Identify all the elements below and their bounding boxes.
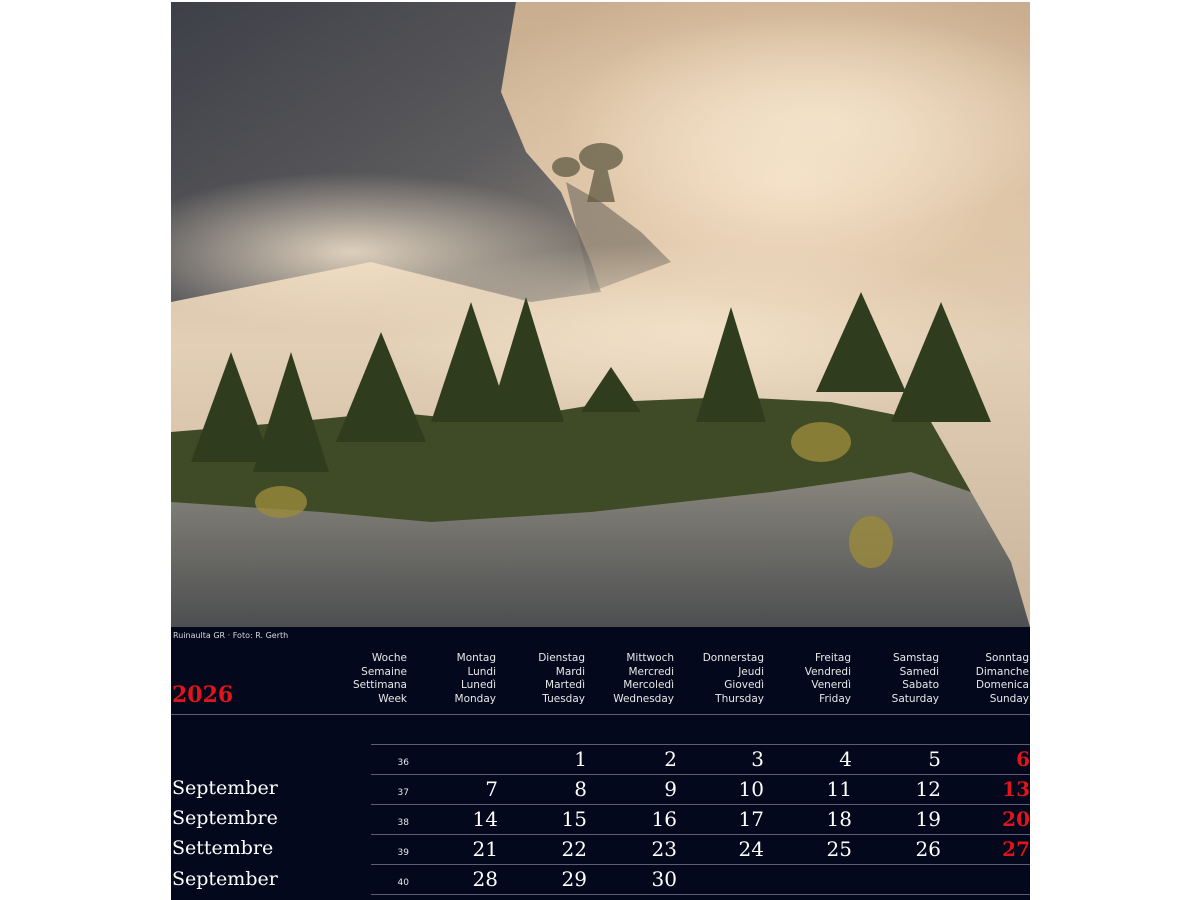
landscape-photo [171, 2, 1030, 627]
sunday-date: 20 [1002, 807, 1030, 831]
photo-caption: Ruinaulta GR · Foto: R. Gerth [173, 631, 289, 640]
week-number: 39 [397, 848, 409, 858]
week-number: 40 [397, 878, 409, 888]
row-divider [371, 774, 1030, 775]
date-cell: 29 [561, 867, 587, 891]
header-divider [171, 714, 1030, 715]
foggy-cliff-illustration [171, 2, 1030, 627]
month-name: September [172, 868, 278, 890]
date-cell: 23 [651, 837, 677, 861]
day-header-monday: Montag Lundi Lunedì Monday [454, 652, 496, 706]
month-name: Septembre [172, 807, 278, 829]
date-cell: 1 [574, 747, 587, 771]
month-name: Settembre [172, 837, 274, 859]
day-header-friday: Freitag Vendredi Venerdì Friday [804, 652, 851, 706]
date-cell: 12 [915, 777, 941, 801]
row-divider [371, 804, 1030, 805]
day-header-saturday: Samstag Samedi Sabato Saturday [891, 652, 939, 706]
year-label: 2026 [172, 682, 234, 708]
date-cell: 14 [472, 807, 498, 831]
week-number: 37 [397, 788, 409, 798]
date-cell: 15 [561, 807, 587, 831]
date-cell: 28 [472, 867, 498, 891]
sunday-date: 27 [1002, 837, 1030, 861]
week-number: 36 [397, 758, 409, 768]
date-cell: 30 [651, 867, 677, 891]
date-cell: 11 [826, 777, 852, 801]
calendar-grid [171, 627, 1030, 900]
date-cell: 24 [738, 837, 764, 861]
week-column-header: Woche Semaine Settimana Week [352, 652, 407, 706]
date-cell: 3 [751, 747, 764, 771]
date-cell: 9 [664, 777, 677, 801]
date-cell: 2 [664, 747, 677, 771]
sunday-date: 13 [1002, 777, 1030, 801]
date-cell: 8 [574, 777, 587, 801]
date-cell: 21 [472, 837, 498, 861]
row-divider [371, 864, 1030, 865]
day-header-thursday: Donnerstag Jeudi Giovedì Thursday [702, 652, 764, 706]
date-cell: 5 [928, 747, 941, 771]
date-cell: 17 [738, 807, 764, 831]
day-header-tuesday: Dienstag Mardi Martedì Tuesday [538, 652, 585, 706]
date-cell: 4 [839, 747, 852, 771]
week-number: 38 [397, 818, 409, 828]
date-cell: 18 [826, 807, 852, 831]
date-cell: 25 [826, 837, 852, 861]
day-header-wednesday: Mittwoch Mercredi Mercoledì Wednesday [613, 652, 674, 706]
date-cell: 10 [738, 777, 764, 801]
date-cell: 16 [651, 807, 677, 831]
month-name: September [172, 777, 278, 799]
date-cell: 19 [915, 807, 941, 831]
date-cell: 7 [485, 777, 498, 801]
row-divider [371, 834, 1030, 835]
date-cell: 26 [915, 837, 941, 861]
row-divider [371, 894, 1030, 895]
row-divider [371, 744, 1030, 745]
day-header-sunday: Sonntag Dimanche Domenica Sunday [975, 652, 1029, 706]
date-cell: 22 [561, 837, 587, 861]
sunday-date: 6 [1016, 747, 1030, 771]
